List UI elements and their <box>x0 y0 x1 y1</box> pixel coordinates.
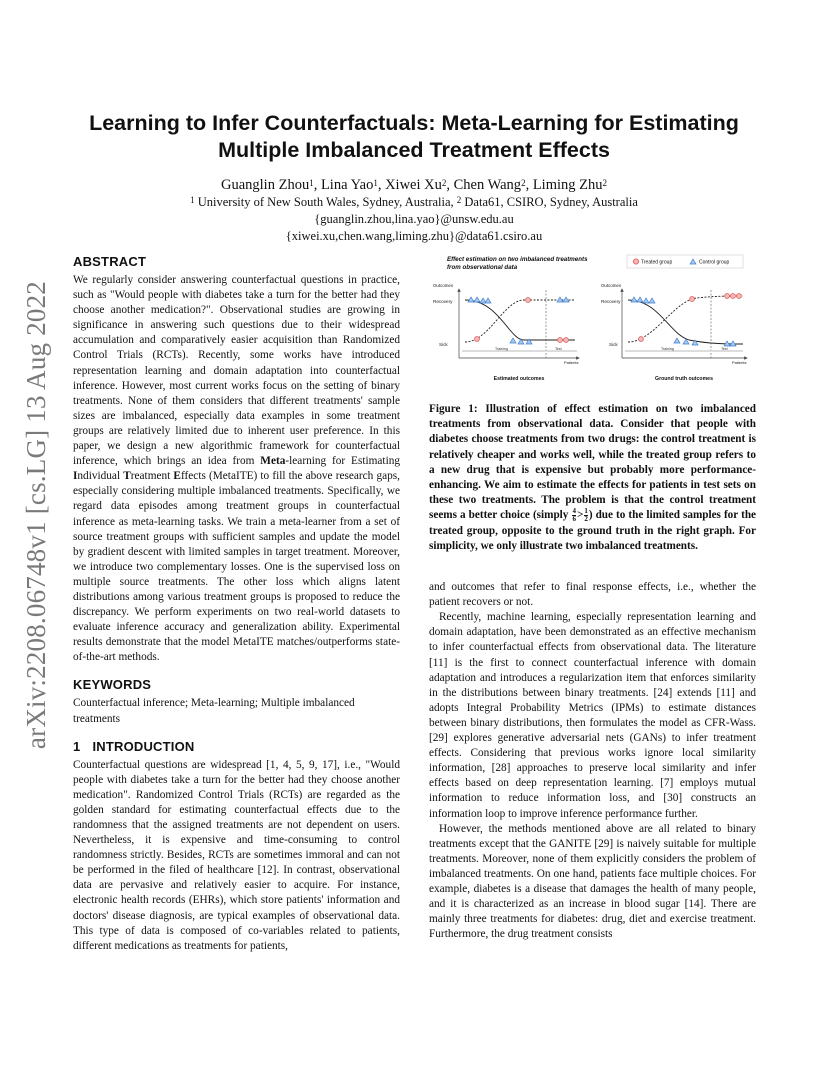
author: Lina Yao$^1$ <box>320 177 378 193</box>
estimated-outcomes-panel <box>433 283 579 382</box>
title-line-2: Multiple Imbalanced Treatment Effects <box>218 138 610 162</box>
fraction: $\frac{1}{2}$ <box>584 507 588 524</box>
author: Liming Zhu$^2$ <box>532 177 607 193</box>
figure-caption: Figure 1: Illustration of effect estimation on two imbalanced treatments from observational data. Consider that people with diabetes choose treatments from two drugs: the control treatment is relatively cheaper and works well, while the treated group refers to a new drug that is expensive but probably more performance-enhancing. We aim to estimate the effects for patients in test sets on these two treatments. The problem is that the control treatment seems a better choice (simply $\frac{4}{6}$ > $\frac{1}{2}$ ) due to the limited samples for the treated group, opposite to the ground truth in the right graph. For simplicity, we only illustrate two imbalanced treatments. <box>429 403 757 552</box>
y-axis-label: Outcomes <box>601 283 622 288</box>
abstract-heading: ABSTRACT <box>73 254 147 269</box>
body-paragraph: However, the methods mentioned above are all related to binary treatments except that the GANITE [29] is naively suitable for multiple treatments. Moreover, none of them explicitly considers the problem of imbalanced treatments. On one hand, patients face multiple choices. For example, diabetes is a disease that damages the health of many people, and it is characterized as an increase in blood sugar [14]. There are mainly three treatments for diabetes: drug, diet and exercise treatment. Furthermore, the drug treatment consists <box>429 822 756 941</box>
recovery-label: Recovery <box>433 299 453 304</box>
keywords-heading: KEYWORDS <box>73 677 152 693</box>
author: Chen Wang$^2$ <box>453 177 526 193</box>
legend-treated: Treated group <box>641 259 673 266</box>
sick-label: Sick <box>439 342 448 347</box>
paper-title <box>64 110 764 164</box>
figure-illustration <box>429 254 756 394</box>
training-label: Training <box>661 347 674 351</box>
recovery-label: Recovery <box>601 299 621 304</box>
training-label: Training <box>495 347 508 351</box>
affiliations <box>64 194 764 245</box>
test-label: Test <box>721 347 728 351</box>
email-data61: {xiwei.xu,chen.wang,liming.zhu}@data61.csiro.au <box>285 229 543 243</box>
ground-truth-panel <box>601 283 747 382</box>
figure-title-line-1: Effect estimation on two imbalanced treatments <box>447 256 588 263</box>
ground-truth-outcomes-label: Ground truth outcomes <box>655 376 713 382</box>
figure-title-line-2: from observational data <box>447 264 518 271</box>
keywords-text: Counterfactual inference; Meta-learning; Multiple imbalanced treatments <box>73 697 355 725</box>
left-column <box>73 254 400 954</box>
estimated-outcomes-label: Estimated outcomes <box>493 376 545 382</box>
body-paragraph: and outcomes that refer to final response effects, i.e., whether the patient recovers or not. <box>429 581 756 609</box>
introduction-heading: 1 INTRODUCTION <box>73 738 195 754</box>
author: Guanglin Zhou$^1$ <box>221 177 314 193</box>
fraction: $\frac{4}{6}$ <box>572 507 576 524</box>
email-unsw: {guanglin.zhou,lina.yao}@unsw.edu.au <box>314 212 514 226</box>
body-paragraph: Recently, machine learning, especially representation learning and domain adaptation, have been demonstrated as an effective mechanism to infer counterfactual effects from observational data. The literature [11] is the first to connect counterfactual inference with domain adaptation and introduces a regularization item that enforces similarity in the distributions between binary treatments. [24] extends [11] and adopts Integral Probability Metrics (IPMs) to estimate distances between binary distributions, then formulates the model as CFR-Wass. [29] explores generative adversarial nets (GANs) to infer treatment effects. Considering that previous works ignore local similarity information, [28] approaches to preserve local similarity and infer effects based on deep representation learning. [7] employs mutual information to reduce information loss, and [30] constructs an information loop to improve inference performance further. <box>429 611 756 820</box>
x-axis-label: Patients <box>732 360 747 365</box>
legend-control: Control group <box>699 259 730 266</box>
arxiv-identifier: arXiv:2208.06748v1 [cs.LG] 13 Aug 2022 <box>20 280 51 750</box>
right-column <box>429 254 756 942</box>
title-line-1: Learning to Infer Counterfactuals: Meta-Learning for Estimating <box>89 111 739 135</box>
abstract-text: We regularly consider answering counterfactual questions in practice, such as "Would people with diabetes take a turn for the better had they choose another medication?". Observational studies are growing in significance in answering such questions due to their widespread accumulation and comparatively easier acquisition than Randomized Control Trials (RCTs). Recently, some works have introduced representation learning and domain adaptation into counterfactual inference. However, most current works focus on the setting of binary treatments. None of them considers that different treatments' sample sizes are imbalanced, especially data examples in some treatment groups are relatively limited due to inherent user preference. In this paper, we design a new algorithmic framework for counterfactual inference, which brings an idea from Meta-learning for Estimating Individual Treatment Effects (MetaITE) to fill the above research gaps, especially considering multiple imbalanced treatments. Specifically, we regard data episodes among treatment groups in counterfactual inference as meta-learning tasks. We train a meta-learner from a set of source treatment groups with sufficient samples and update the model by gradient descent with limited samples in target treatment. Moreover, we introduce two complementary losses. One is the supervised loss on multiple source treatments. The other loss which aligns latent distributions among various treatment groups is proposed to reduce the discrepancy. We perform experiments on two real-world datasets to evaluate inference accuracy and generalization ability. Experimental results demonstrate that the model MetaITE matches/outperforms state-of-the-art methods. <box>73 274 401 664</box>
legend-treated-marker <box>633 259 638 264</box>
x-axis-label: Patients <box>564 360 579 365</box>
affiliation-line: $^1$ University of New South Wales, Sydney, Australia, $^2$ Data61, CSIRO, Sydney, Australia <box>190 195 638 209</box>
author-list: Guanglin Zhou$^1$, Lina Yao$^1$, Xiwei Xu$^2$, Chen Wang$^2$, Liming Zhu$^2$ <box>221 177 607 193</box>
y-axis-label: Outcomes <box>433 283 454 288</box>
figure-1 <box>429 254 756 394</box>
arxiv-sidebar <box>14 275 58 755</box>
test-label: Test <box>555 347 562 351</box>
introduction-text: Counterfactual questions are widespread [1, 4, 5, 9, 17], i.e., "Would people with diabetes take a turn for the better had they choose another medication". Randomized Control Trials (RCTs) are regarded as the golden standard for estimating counterfactual effects due to the randomness that the assigned treatments are not dependent on users. Nevertheless, it is expensive and time-consuming to control randomness strictly. Besides, RCTs are sometimes immoral and can not be performed in the filed of healthcare [12]. In contrast, observational data are pervasive and relatively easier to acquire. For instance, electronic health records (EHRs), which store patients' information and doctors' disease diagnosis, are typical examples of observational data. This type of data is composed of co-variables related to patients, different medications as treatments for patients, <box>73 758 400 952</box>
sick-label: Sick <box>609 342 618 347</box>
author: Xiwei Xu$^2$ <box>385 177 447 193</box>
